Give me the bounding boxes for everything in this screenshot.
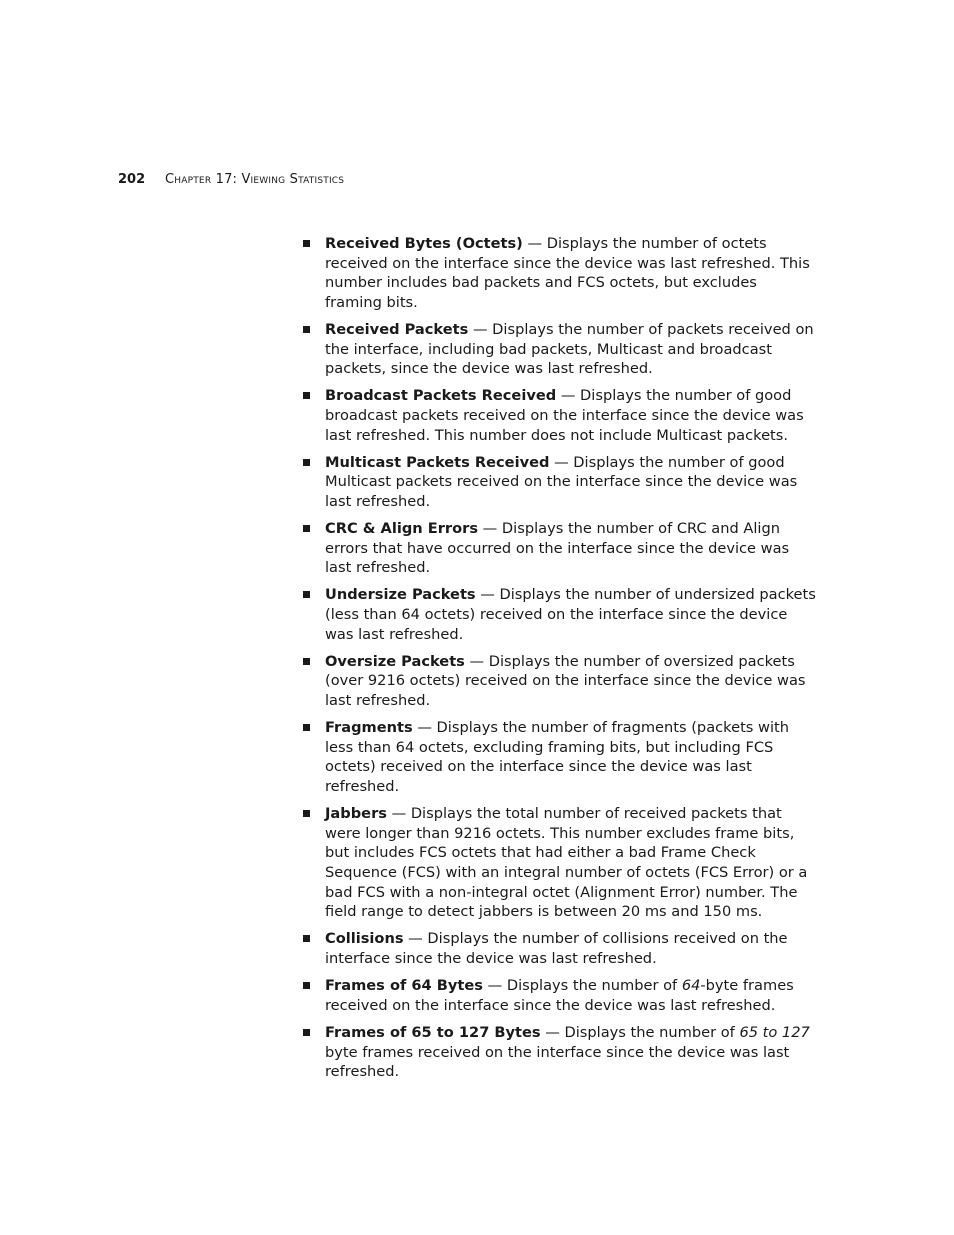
statistics-definition-list (301, 234, 816, 1082)
definition-after: -byte frames received on the interface since the device was last refreshed. (325, 977, 794, 1014)
definition: — Displays the number of fragments (packets with less than 64 octets, excluding framing bits, but including FCS octets) received on the interface since the device was last refreshed. (325, 719, 789, 795)
square-bullet-icon (303, 1029, 310, 1036)
definition-after: byte frames received on the interface since the device was last refreshed. (325, 1043, 790, 1081)
term: Fragments (325, 719, 413, 737)
square-bullet-icon (303, 459, 310, 466)
square-bullet-icon (303, 326, 310, 333)
definition: — Displays the number of good broadcast packets received on the interface since the device was last refreshed. This number does not include Multicast packets. (325, 387, 804, 444)
list-item (301, 386, 816, 445)
list-item (301, 976, 816, 1015)
definition: — Displays the number of octets received on the interface since the device was last refreshed. This number includes bad packets and FCS octets, but excludes framing bits. (325, 235, 810, 311)
list-item (301, 1023, 816, 1082)
definition: — Displays the number of packets received on the interface, including bad packets, Multicast and broadcast packets, since the device was last refreshed. (325, 320, 814, 378)
term: Received Packets (325, 320, 469, 338)
list-item (301, 718, 816, 796)
term: Frames of 65 to 127 Bytes (325, 1023, 541, 1041)
term: Received Bytes (Octets) (325, 235, 523, 252)
square-bullet-icon (303, 525, 310, 532)
square-bullet-icon (303, 392, 310, 399)
square-bullet-icon (303, 591, 310, 598)
definition-before: — Displays the number of (483, 977, 682, 995)
definition-before: — Displays the number of (540, 1023, 740, 1041)
list-item (301, 585, 816, 644)
body-content (301, 234, 816, 1089)
list-item (301, 453, 816, 512)
running-header (118, 171, 344, 189)
chapter-title: Chapter 17: Viewing Statistics (165, 172, 345, 187)
definition-emphasis: 65 to 127 (739, 1023, 810, 1041)
list-item (301, 519, 816, 578)
definition: — Displays the total number of received packets that were longer than 9216 octets. This number excludes frame bits, but includes FCS octets that had either a bad Frame Check Sequence (FCS) with an integral number of octets (FCS Error) or a bad FCS with a non-integral octet (Alignment Error) number. The field range to detect jabbers is between 20 ms and 150 ms. (325, 805, 808, 921)
list-item (301, 929, 816, 968)
square-bullet-icon (303, 724, 310, 731)
term: Multicast Packets Received (325, 453, 550, 471)
list-item (301, 804, 816, 922)
definition-emphasis: 64 (681, 977, 701, 995)
term: Jabbers (325, 805, 387, 823)
definition: — Displays the number of collisions received on the interface since the device was last refreshed. (325, 930, 788, 967)
square-bullet-icon (303, 658, 310, 665)
term: Broadcast Packets Received (325, 387, 557, 405)
term: Collisions (325, 930, 404, 948)
definition: — Displays the number of oversized packets (over 9216 octets) received on the interface since the device was last refreshed. (325, 652, 806, 710)
term: Frames of 64 Bytes (325, 977, 483, 995)
term: Undersize Packets (325, 586, 476, 604)
term: Oversize Packets (325, 652, 465, 670)
page-number: 202 (118, 172, 146, 187)
list-item (301, 320, 816, 379)
definition: — Displays the number of CRC and Align errors that have occurred on the interface since the device was last refreshed. (325, 520, 790, 577)
list-item (301, 652, 816, 711)
square-bullet-icon (303, 982, 310, 989)
square-bullet-icon (303, 240, 310, 247)
square-bullet-icon (303, 935, 310, 942)
definition: — Displays the number of undersized packets (less than 64 octets) received on the interface since the device was last refreshed. (325, 586, 816, 643)
list-item (301, 234, 816, 312)
term: CRC & Align Errors (325, 520, 479, 538)
square-bullet-icon (303, 810, 310, 817)
definition: — Displays the number of good Multicast packets received on the interface since the device was last refreshed. (325, 453, 798, 510)
